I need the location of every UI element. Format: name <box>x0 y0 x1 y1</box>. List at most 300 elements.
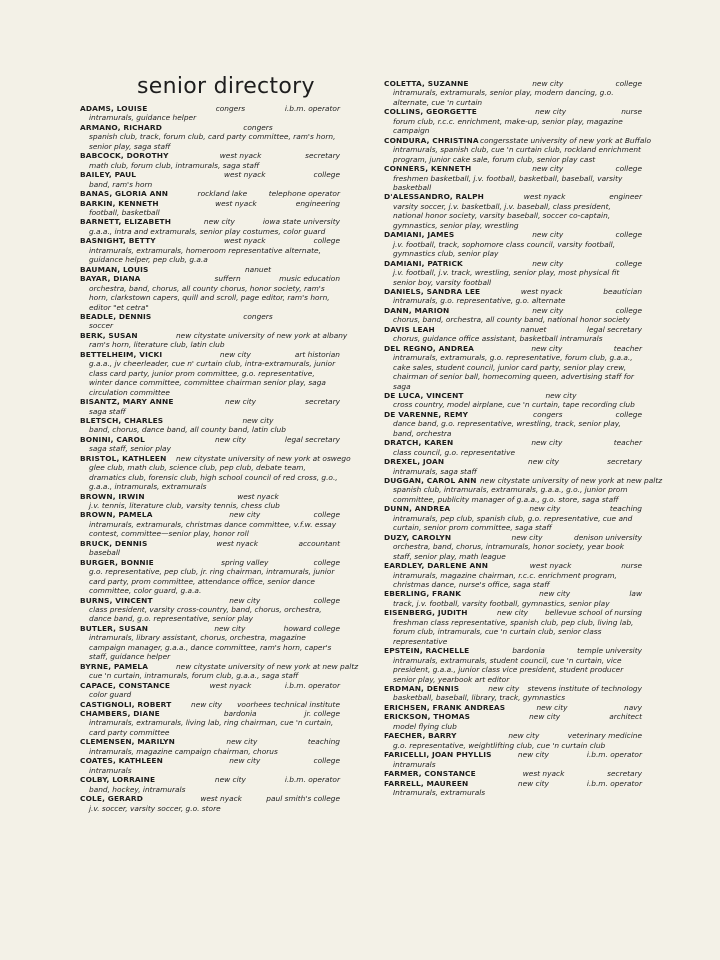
student-name: FARRELL, MAUREEN <box>384 778 469 788</box>
activities: intramurals, extramurals, senior play, modern dancing, g.o. alternate, cue 'n curtain <box>393 88 614 107</box>
directory-entry <box>80 123 340 151</box>
activities: intramurals, spanish club, cue 'n curtain club, rockland enrichment program, junior cake sale, forum club, senior play cast <box>393 145 641 164</box>
directory-entry <box>80 416 340 435</box>
future-plans: howard college <box>283 623 340 633</box>
entry-header-row <box>384 192 642 201</box>
entry-header-row <box>80 312 340 321</box>
entry-header-row <box>80 681 340 690</box>
future-plans: college <box>615 258 642 268</box>
entry-header-row <box>80 217 340 226</box>
entry-header-row <box>80 492 340 501</box>
hometown: new city <box>214 623 246 633</box>
directory-entry <box>80 700 340 709</box>
entry-header-row <box>80 558 340 567</box>
student-name: EARDLEY, DARLENE ANN <box>384 561 489 571</box>
directory-entry <box>384 712 642 731</box>
entry-header-row <box>384 344 642 353</box>
student-name: COLLINS, GEORGETTE <box>384 107 477 117</box>
entry-header-row <box>80 453 351 463</box>
directory-entry <box>80 199 340 218</box>
directory-entry <box>80 756 340 775</box>
entry-header-row <box>80 104 340 113</box>
activities: intramurals, extramurals, student council, cue 'n curtain, vice president, g.a.a., junior class vice president, student producer senior play, yearbook art editor <box>393 655 624 684</box>
future-plans: college <box>615 164 642 174</box>
student-name: ERICHSEN, FRANK ANDREAS <box>384 702 506 712</box>
directory-entry <box>80 794 340 813</box>
entry-header-row <box>80 274 340 283</box>
future-plans: college <box>313 756 340 766</box>
future-plans: i.b.m. operator <box>284 680 340 690</box>
hometown: new city <box>532 230 564 240</box>
directory-entry <box>384 344 642 391</box>
future-plans: iowa state university <box>262 217 340 227</box>
entry-header-row <box>80 123 340 132</box>
entry-header-row <box>384 684 642 693</box>
hometown: west nyack <box>523 192 566 202</box>
directory-entry <box>80 350 340 397</box>
hometown: new city <box>214 434 246 444</box>
entry-header-row <box>80 435 340 444</box>
student-name: COLETTA, SUZANNE <box>384 79 469 88</box>
entry-header-row <box>80 170 340 179</box>
student-name: DE VARENNE, REMY <box>384 409 469 419</box>
hometown: congers <box>215 104 246 113</box>
hometown: west nyack <box>520 286 563 296</box>
entry-header-row <box>80 189 340 198</box>
directory-entry <box>80 170 340 189</box>
directory-entry <box>80 312 340 331</box>
future-plans: teaching <box>609 504 642 514</box>
future-plans: college <box>615 79 642 88</box>
student-name: D'ALESSANDRO, RALPH <box>384 192 484 202</box>
directory-entry <box>384 646 642 684</box>
future-plans: engineering <box>295 198 340 208</box>
directory-entry <box>80 397 340 416</box>
hometown: new city <box>528 457 560 467</box>
directory-entry <box>384 410 642 438</box>
activities: intramurals, library assistant, chorus, orchestra, magazine campaign manager, g.a.a., dance committee, ram's horn, caper's staff, guidance helper <box>89 633 332 662</box>
directory-entry <box>384 608 642 646</box>
future-plans: college <box>313 557 340 567</box>
student-name: BYRNE, PAMELA <box>80 661 149 671</box>
directory-entry <box>80 265 340 274</box>
directory-entry <box>80 539 340 558</box>
student-name: ERICKSON, THOMAS <box>384 712 471 722</box>
hometown: new city <box>496 608 528 618</box>
future-plans: college <box>615 230 642 240</box>
directory-entry <box>80 151 340 170</box>
future-plans: college <box>615 305 642 315</box>
student-name: BRUCK, DENNIS <box>80 538 148 548</box>
hometown: new city <box>229 595 261 605</box>
student-name: DEL REGNO, ANDREA <box>384 343 475 353</box>
activities: intramurals, extramurals, living lab, ring chairman, cue 'n curtain, card party committee <box>89 718 334 737</box>
entry-header-row <box>80 661 359 671</box>
entry-header-row <box>384 750 642 759</box>
future-plans: art historian <box>294 349 340 359</box>
entry-header-row <box>384 703 642 712</box>
hometown: new city <box>214 775 246 785</box>
entry-header-row <box>80 397 340 406</box>
directory-entry <box>80 104 340 123</box>
student-name: BROWN, PAMELA <box>80 510 153 520</box>
activities: g.o. representative, weightlifting club, cue 'n curtain club <box>393 740 606 750</box>
hometown: new city <box>191 699 223 709</box>
student-name: BARNETT, ELIZABETH <box>80 217 172 227</box>
hometown: west nyack <box>216 538 259 548</box>
hometown: new city <box>225 397 257 407</box>
future-plans: teacher <box>613 343 642 353</box>
directory-entry <box>80 596 340 624</box>
directory-entry <box>384 561 642 589</box>
entry-header-row <box>80 596 340 605</box>
hometown: new city <box>536 702 568 712</box>
entry-header-row <box>80 737 340 746</box>
directory-entry <box>80 453 351 492</box>
directory-entry <box>384 533 642 561</box>
future-plans: nurse <box>621 561 642 571</box>
hometown: new city <box>531 343 563 353</box>
activities: glee club, math club, science club, pep club, debate team, dramatics club, forensic club, high school council of red cross, g.o., g.a.a., intramurals, extramurals <box>89 463 338 492</box>
student-name: EISENBERG, JUDITH <box>384 608 468 618</box>
activities: intramurals, saga staff <box>393 466 477 476</box>
hometown: west nyack <box>237 491 279 501</box>
activities: intramurals <box>393 759 436 769</box>
student-name: CHAMBERS, DIANE <box>80 709 160 718</box>
entry-header-row <box>384 287 642 296</box>
student-name: BEADLE, DENNIS <box>80 311 152 321</box>
directory-entry <box>80 274 340 312</box>
directory-entry <box>384 135 652 164</box>
directory-entry <box>384 259 642 287</box>
activities: g.a.a., jv cheerleader, cue n' curtain club, intra-extramurals, junior class card party, junior prom committee, g.o. representative, winter dance committee, committee chairman senior play, saga circulation committee <box>89 359 336 397</box>
directory-entry <box>384 230 642 258</box>
activities: math club, forum club, intramurals, saga staff <box>89 160 260 170</box>
hometown: new city <box>539 589 571 599</box>
student-name: DAMIANI, PATRICK <box>384 258 463 268</box>
directory-entry <box>80 236 340 264</box>
hometown: bardonia <box>512 646 545 656</box>
entry-header-row <box>384 79 642 88</box>
future-plans: secretary <box>305 397 340 407</box>
future-plans: nurse <box>621 107 642 117</box>
future-plans: state university of new york at albany <box>207 330 348 340</box>
future-plans: secretary <box>607 769 642 779</box>
hometown: new city <box>532 79 564 88</box>
future-plans: veterinary medicine <box>567 731 642 741</box>
directory-entry <box>80 775 340 794</box>
student-name: BUTLER, SUSAN <box>80 623 149 633</box>
future-plans: college <box>313 510 340 520</box>
hometown: new city <box>529 712 561 722</box>
directory-entry <box>80 435 340 454</box>
activities: chorus, guidance office assistant, basketball intramurals <box>393 334 603 344</box>
entry-header-row <box>80 265 340 274</box>
future-plans: state university of new york at Buffalo <box>509 135 652 145</box>
directory-entry <box>80 189 340 198</box>
entry-header-row <box>80 709 340 718</box>
future-plans: i.b.m. operator <box>284 104 340 113</box>
hometown: congers <box>533 409 563 419</box>
entry-header-row <box>80 756 340 765</box>
hometown: new city <box>508 731 540 741</box>
future-plans: bellevue school of nursing <box>544 608 642 618</box>
hometown: new city <box>226 737 258 747</box>
activities: track, j.v. football, varsity football, gymnastics, senior play <box>393 598 610 608</box>
left-column <box>80 104 359 813</box>
student-name: ARMANO, RICHARD <box>80 122 163 132</box>
entry-header-row <box>80 794 340 803</box>
hometown: new city <box>532 164 564 174</box>
future-plans: voorhees technical institute <box>237 699 340 709</box>
directory-entry <box>80 737 340 756</box>
directory-entry <box>384 684 642 703</box>
student-name: COLBY, LORRAINE <box>80 775 156 785</box>
hometown: new city <box>176 661 208 671</box>
activities: j.v. soccer, varsity soccer, g.o. store <box>89 803 221 813</box>
student-name: BASNIGHT, BETTY <box>80 236 156 246</box>
activities: football, basketball <box>89 207 160 217</box>
activities: dance band, g.o. representative, wrestling, track, senior play, band, orchestra <box>393 419 621 438</box>
activities: intramurals, guidance helper <box>89 113 197 123</box>
student-name: BERK, SUSAN <box>80 330 138 340</box>
directory-entry <box>384 287 642 306</box>
entry-header-row <box>80 775 340 784</box>
hometown: new city <box>219 349 251 359</box>
student-name: BARKIN, KENNETH <box>80 198 159 208</box>
hometown: new city <box>203 217 235 227</box>
entry-header-row <box>384 608 642 617</box>
activities: baseball <box>89 548 120 558</box>
entry-header-row <box>384 589 642 598</box>
entry-header-row <box>384 230 642 239</box>
directory-entry <box>384 589 642 608</box>
student-name: BLETSCH, CHARLES <box>80 415 164 425</box>
entry-header-row <box>80 330 348 340</box>
right-column <box>384 79 663 797</box>
entry-header-row <box>384 533 642 542</box>
activities: orchestra, band, chorus, intramurals, honor society, year book staff, senior play, math league <box>393 542 625 561</box>
activities: intramurals <box>89 765 132 775</box>
entry-header-row <box>384 438 642 447</box>
student-name: BURNS, VINCENT <box>80 595 153 605</box>
future-plans: teaching <box>307 737 340 747</box>
hometown: new city <box>535 107 567 117</box>
future-plans: state university of new york at oswego <box>207 453 351 463</box>
hometown: bardonia <box>223 709 257 718</box>
hometown: new city <box>529 504 561 514</box>
future-plans: navy <box>624 702 642 712</box>
future-plans: college <box>313 170 340 180</box>
future-plans: state university of new york at new paltz <box>207 661 359 671</box>
future-plans: telephone operator <box>268 189 340 199</box>
activities: Intramurals, extramurals <box>393 787 486 797</box>
hometown: new city <box>545 390 577 400</box>
student-name: CONDURA, CHRISTINA <box>384 135 479 145</box>
activities: class council, g.o. representative <box>393 447 516 457</box>
student-name: BABCOCK, DOROTHY <box>80 151 169 161</box>
student-name: EPSTEIN, RACHELLE <box>384 646 470 656</box>
future-plans: secretary <box>607 457 642 467</box>
future-plans: state university of new york at new paltz <box>511 476 663 486</box>
hometown: congers <box>480 135 510 145</box>
hometown: new city <box>511 532 543 542</box>
activities: color guard <box>89 690 132 700</box>
student-name: BAYAR, DIANA <box>80 274 141 284</box>
hometown: new city <box>242 415 274 425</box>
activities: soccer <box>89 321 114 331</box>
activities: chorus, band, orchestra, all county band, national honor society <box>393 315 630 325</box>
future-plans: secretary <box>305 151 340 161</box>
entry-header-row <box>80 350 340 359</box>
entry-header-row <box>80 416 340 425</box>
student-name: BAUMAN, LOUIS <box>80 264 149 274</box>
hometown: west nyack <box>522 769 565 779</box>
directory-entry <box>384 192 642 230</box>
future-plans: beautician <box>603 286 642 296</box>
entry-header-row <box>384 712 642 721</box>
future-plans: paul smith's college <box>266 794 340 804</box>
activities: band, chorus, dance band, all county band, latin club <box>89 425 286 435</box>
hometown: west nyack <box>200 794 242 804</box>
entry-header-row <box>80 539 340 548</box>
activities: j.v. football, j.v. track, wrestling, senior play, most physical fit senior boy, varsity football <box>393 268 620 287</box>
future-plans: i.b.m. operator <box>586 750 642 760</box>
student-name: ERDMAN, DENNIS <box>384 684 460 693</box>
activities: freshmen basketball, j.v. football, basketball, baseball, varsity basketball <box>393 173 623 192</box>
student-name: CASTIGNOLI, ROBERT <box>80 699 172 709</box>
directory-entry <box>80 709 340 737</box>
future-plans: college <box>313 236 340 246</box>
hometown: new city <box>532 258 564 268</box>
entry-header-row <box>384 769 642 778</box>
directory-entry <box>80 681 340 700</box>
future-plans: music education <box>279 274 340 284</box>
activities: basketball, baseball, library, track, gymnastics <box>393 693 566 703</box>
entry-header-row <box>384 325 642 334</box>
activities: freshman class representative, spanish club, pep club, living lab, forum club, intramurals, cue 'n curtain club, senior class representative <box>393 617 634 646</box>
student-name: CONNERS, KENNETH <box>384 164 472 174</box>
hometown: west nyack <box>219 151 262 161</box>
hometown: west nyack <box>529 561 572 571</box>
activities: intramurals, extramurals, g.o. representative, forum club, g.a.a., cake sales, student council, junior card party, senior play crew, chairman of senior ball, homecoming queen, advertising staff for saga <box>393 353 634 391</box>
entry-header-row <box>384 164 642 173</box>
hometown: new city <box>488 684 520 693</box>
future-plans: legal secretary <box>284 434 340 444</box>
student-name: CAPACE, CONSTANCE <box>80 680 171 690</box>
activities: intramurals, extramurals, homeroom representative alternate, guidance helper, pep club, g.a.a <box>89 245 321 265</box>
entry-header-row <box>384 391 642 400</box>
activities: intramurals, magazine chairman, r.c.c. enrichment program, christmas dance, nurse's office, saga staff <box>393 570 617 590</box>
directory-entry <box>384 750 642 769</box>
student-name: BURGER, BONNIE <box>80 557 154 567</box>
activities: orchestra, band, chorus, all county chorus, honor society, ram's horn, clarkstown capers, quill and scroll, page editor, ram's horn, editor "et cetra" <box>89 283 330 312</box>
activities: intramurals, pep club, spanish club, g.o. representative, cue and curtain, senior prom committee, saga staff <box>393 513 633 533</box>
student-name: DANIELS, SANDRA LEE <box>384 286 481 296</box>
directory-entry <box>384 164 642 192</box>
entry-header-row <box>80 199 340 208</box>
entry-header-row <box>384 306 642 315</box>
activities: cue 'n curtain, intramurals, forum club, g.a.a., saga staff <box>89 671 299 681</box>
activities: spanish club, track, forum club, card party committee, ram's horn, senior play, saga staff <box>89 132 336 151</box>
student-name: BISANTZ, MARY ANNE <box>80 397 174 407</box>
directory-entry <box>384 306 642 325</box>
student-name: COLE, GERARD <box>80 794 143 804</box>
future-plans: temple university <box>577 646 642 656</box>
student-name: DAVIS LEAH <box>384 324 435 334</box>
future-plans: law <box>629 589 642 599</box>
directory-entry <box>384 107 642 135</box>
hometown: new city <box>229 510 261 520</box>
student-name: BANAS, GLORIA ANN <box>80 189 169 199</box>
future-plans: legal secretary <box>586 324 642 334</box>
student-name: DE LUCA, VINCENT <box>384 390 464 400</box>
student-name: DUZY, CAROLYN <box>384 532 452 542</box>
activities: band, ram's horn <box>89 179 153 189</box>
hometown: congers <box>243 311 273 321</box>
directory-entry <box>80 510 340 538</box>
future-plans: architect <box>609 712 642 722</box>
directory-entry <box>80 558 340 596</box>
student-name: EBERLING, FRANK <box>384 589 462 599</box>
entry-header-row <box>384 410 642 419</box>
directory-entry <box>384 476 663 504</box>
entry-header-row <box>384 135 652 145</box>
activities: j.v. tennis, literature club, varsity tennis, chess club <box>89 501 280 511</box>
directory-entry <box>384 504 642 532</box>
hometown: west nyack <box>209 680 252 690</box>
hometown: new city <box>229 756 261 766</box>
activities: ram's horn, literature club, latin club <box>89 340 225 350</box>
entry-header-row <box>384 259 642 268</box>
activities: g.o. representative, pep club, jr. ring chairman, intramurals, junior card party, prom committee, attendance office, senior dance committee, color guard, g.a.a. <box>89 567 335 596</box>
activities: spanish club, intramurals, extramurals, g.a.a., g.o., junior prom committee, publicity manager of g.a.a., g.o. store, saga staff <box>393 485 628 504</box>
activities: model flying club <box>393 721 457 731</box>
future-plans: jr. college <box>304 709 340 718</box>
entry-header-row <box>80 510 340 519</box>
hometown: west nyack <box>223 236 266 246</box>
student-name: DUGGAN, CAROL ANN <box>384 476 477 486</box>
hometown: new city <box>176 330 208 340</box>
hometown: west nyack <box>215 198 257 208</box>
future-plans: teacher <box>613 438 642 448</box>
future-plans: college <box>615 409 642 419</box>
activities: intramurals, g.o. representative, g.o. alternate <box>393 296 566 306</box>
activities: intramurals, magazine campaign chairman, chorus <box>89 746 278 756</box>
hometown: new city <box>517 750 549 760</box>
entry-header-row <box>384 561 642 570</box>
activities: g.a.a., intra and extramurals, senior play costumes, color guard <box>89 226 326 236</box>
student-name: DREXEL, JOAN <box>384 457 445 467</box>
directory-entry <box>384 438 642 457</box>
entry-header-row <box>80 236 340 245</box>
activities: class president, varsity cross-country, band, chorus, orchestra, dance band, g.o. representative, senior play <box>89 605 322 624</box>
student-name: BROWN, IRWIN <box>80 491 145 501</box>
activities: intramurals, extramurals, christmas dance committee, v.f.w. essay contest, committee—senior play, honor roll <box>89 519 337 539</box>
directory-entry <box>384 731 642 750</box>
future-plans: denison university <box>574 532 642 542</box>
entry-header-row <box>384 107 642 116</box>
activities: cross country, model airplane, cue 'n curtain, tape recording club <box>393 400 635 410</box>
entry-header-row <box>384 504 642 513</box>
hometown: new city <box>480 476 512 486</box>
hometown: new city <box>517 778 549 788</box>
entry-header-row <box>384 731 642 740</box>
student-name: BETTELHEIM, VICKI <box>80 349 163 359</box>
student-name: FAECHER, BARRY <box>384 731 457 741</box>
directory-entry <box>80 661 359 681</box>
entry-header-row <box>80 700 340 709</box>
